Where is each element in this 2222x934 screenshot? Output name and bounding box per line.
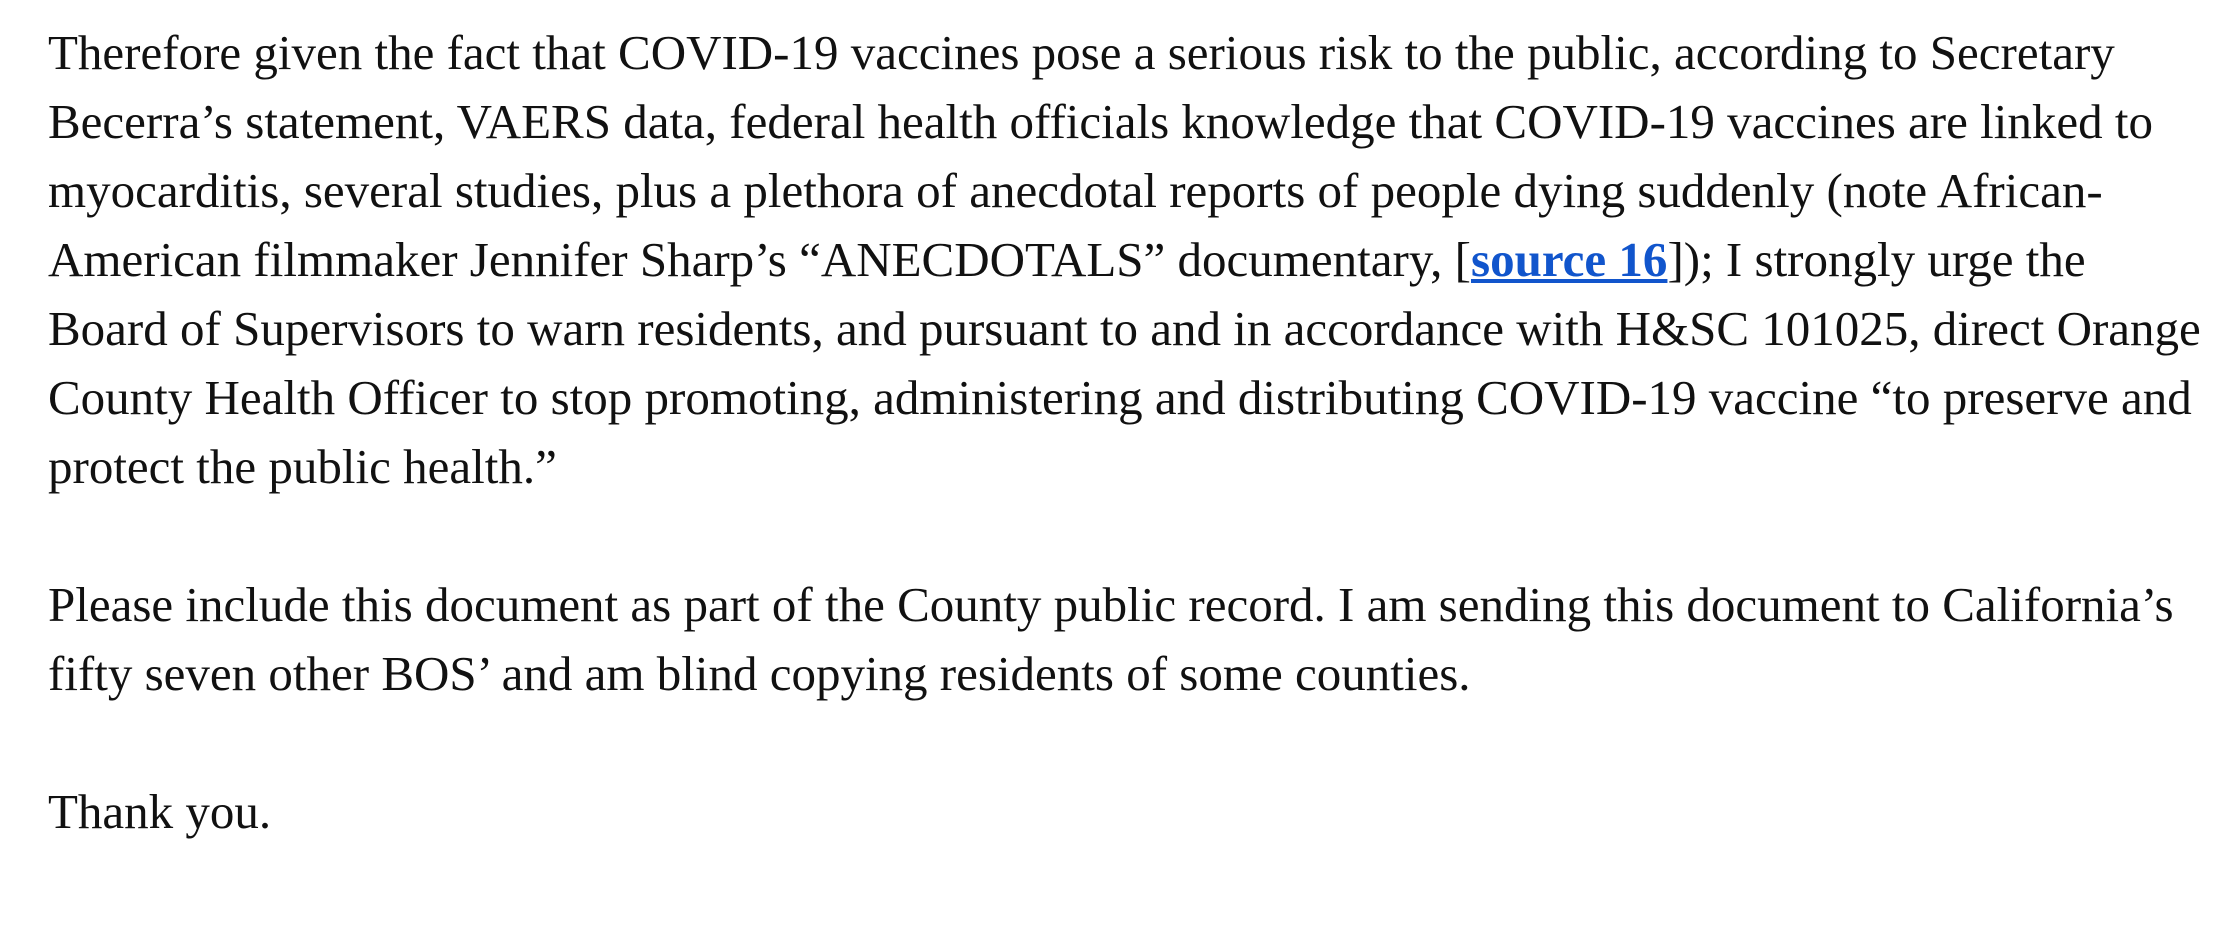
paragraph-public-record: Please include this document as part of the County public record. I am sending this document to California’s fifty seven other BOS’ and am blind copying residents of some counties. — [48, 577, 2174, 701]
paragraph-request-text-end: ]); I strongly urge the Board of Supervisors to warn residents, and pursuant to and in accordance with H&SC 101025, direct Orange County Health Officer to stop promoting, administering and distributing COVID-19 vaccine “to preserve and protect the public health.” — [48, 232, 2201, 494]
document-body — [48, 18, 2208, 846]
paragraph-request — [48, 18, 2208, 501]
paragraph-request-text-start: Therefore given the fact that COVID-19 vaccines pose a serious risk to the public, according to Secretary Becerra’s statement, VAERS data, federal health officials knowledge that COVID-19 vaccines are linked to myocarditis, several studies, plus a plethora of anecdotal reports of people dying suddenly (note African-American filmmaker Jennifer Sharp’s “ANECDOTALS” documentary, [ — [48, 25, 2153, 287]
paragraph-closing: Thank you. — [48, 784, 272, 839]
source-16-link[interactable]: source 16 — [1471, 232, 1668, 287]
